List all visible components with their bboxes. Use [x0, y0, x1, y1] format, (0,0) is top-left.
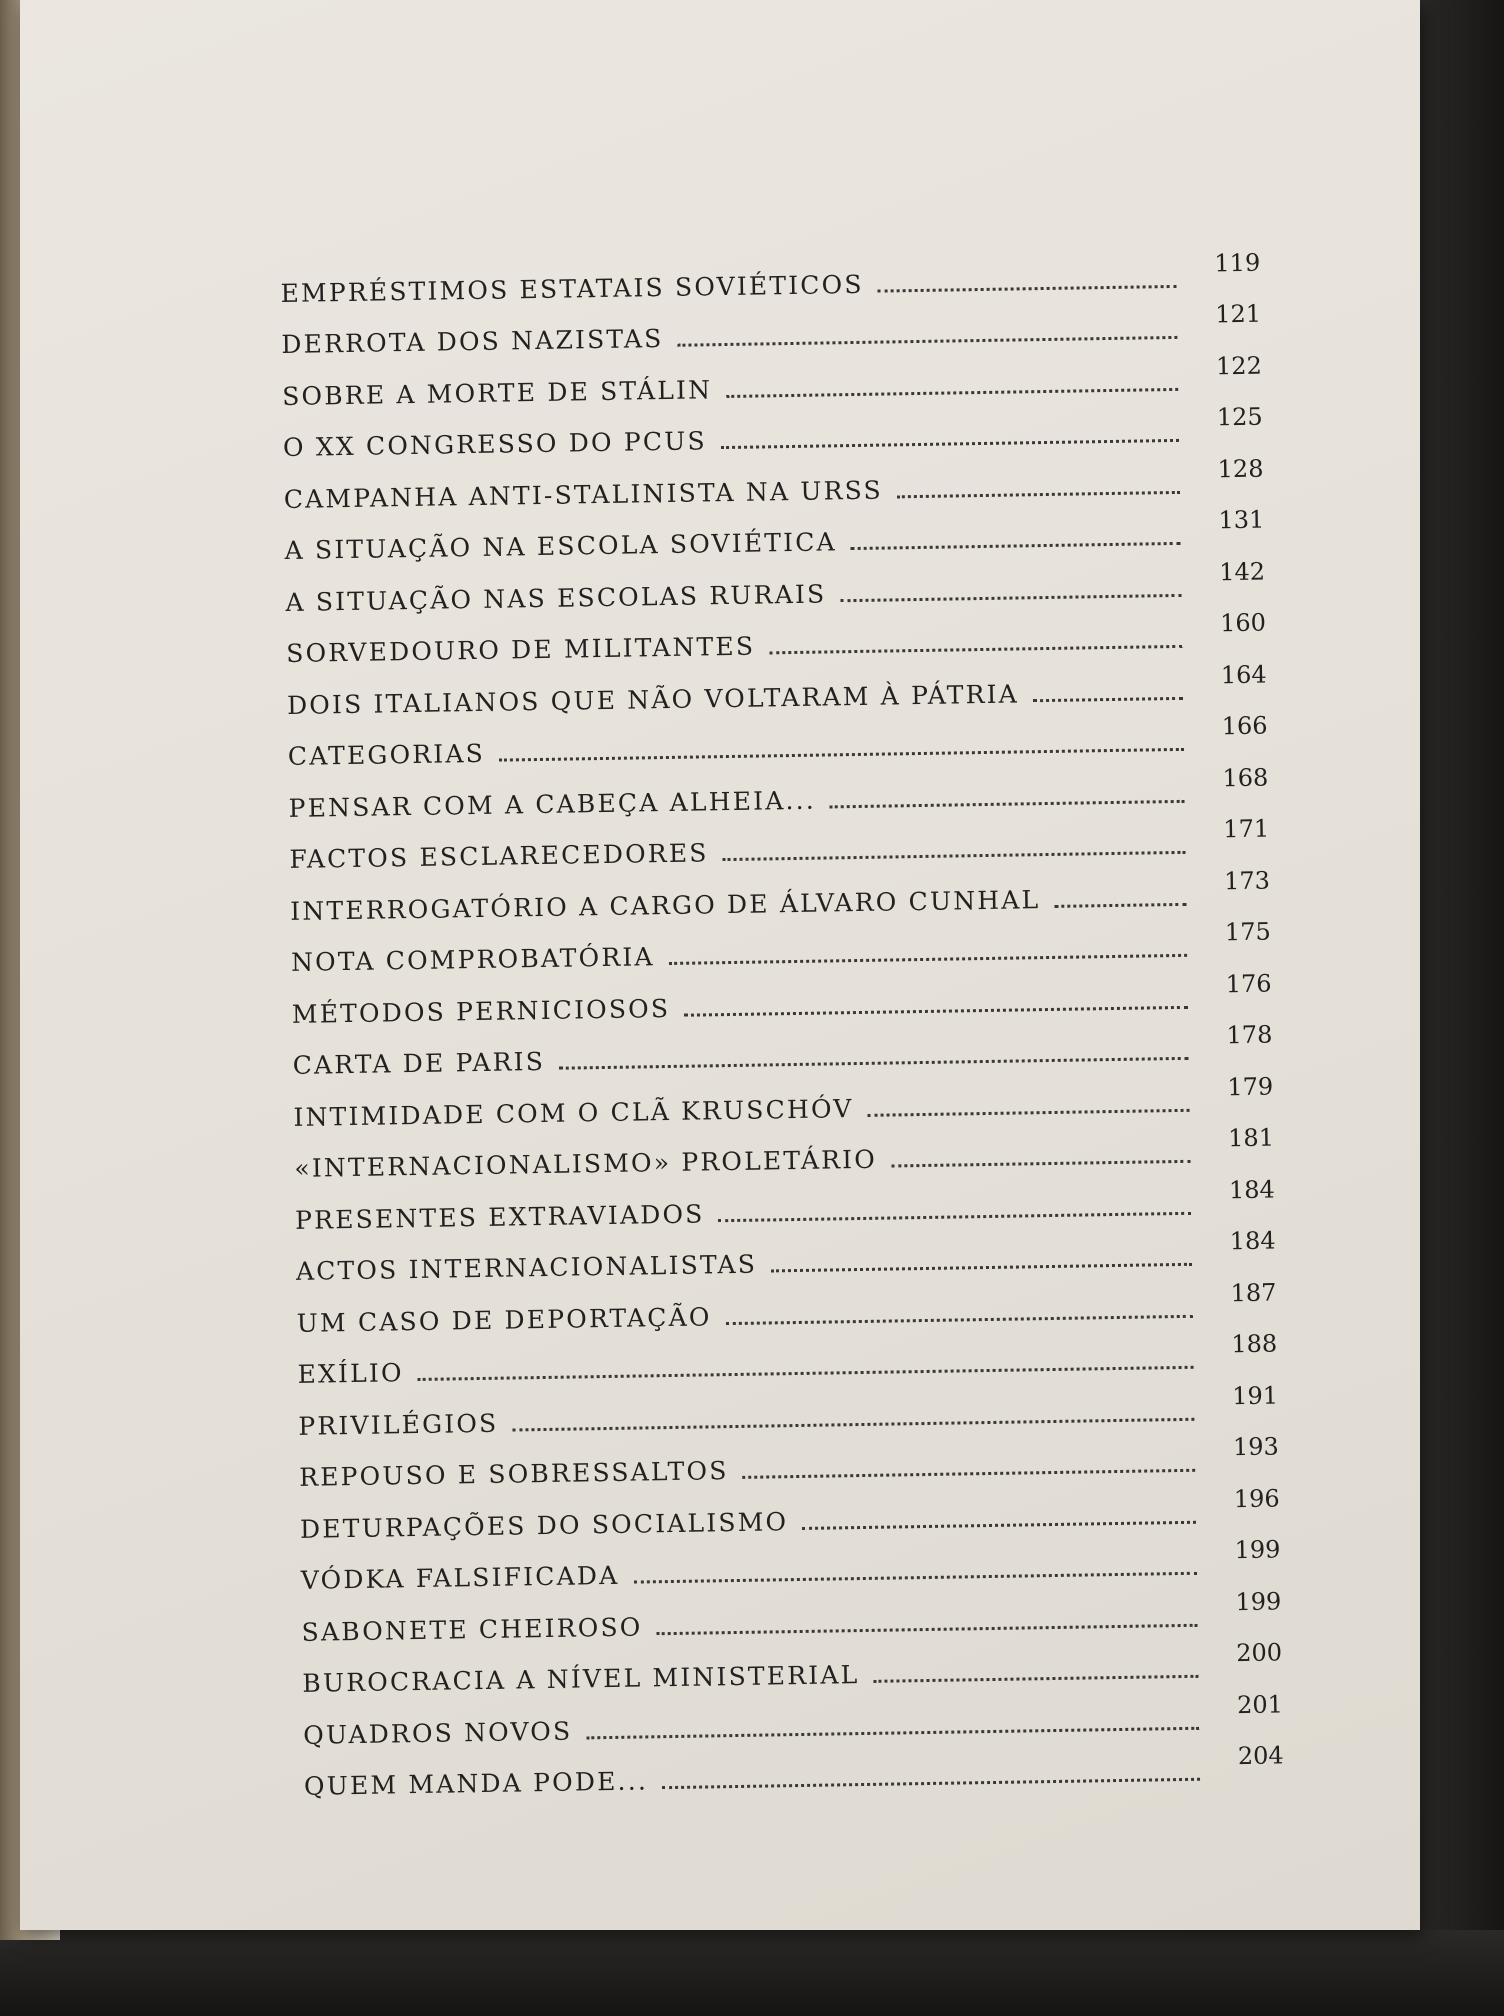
toc-entry-page-number: 142 [1219, 557, 1266, 586]
dot-leader [897, 490, 1180, 497]
dot-leader [878, 284, 1177, 292]
toc-entry-page-number: 181 [1227, 1123, 1275, 1153]
toc-entry-page-number: 196 [1233, 1483, 1280, 1513]
toc-entry-title: DERROTA DOS NAZISTAS [281, 323, 664, 359]
dot-leader [1054, 902, 1186, 907]
toc-entry-title: «INTERNACIONALISMO» PROLETÁRIO [294, 1144, 878, 1183]
toc-entry-title: UM CASO DE DEPORTAÇÃO [296, 1301, 712, 1338]
background-bottom [0, 1930, 1504, 2016]
toc-entry-title: CARTA DE PARIS [292, 1046, 546, 1080]
toc-entry-page-number: 176 [1225, 969, 1272, 998]
toc-entry-title: SOBRE A MORTE DE STÁLIN [281, 374, 713, 411]
toc-entry-page-number: 187 [1230, 1277, 1277, 1307]
toc-entry-page-number: 128 [1217, 454, 1264, 483]
toc-entry-page-number: 175 [1224, 917, 1271, 947]
toc-entry-page-number: 122 [1215, 351, 1263, 380]
toc-entry-title: QUEM MANDA PODE... [303, 1766, 649, 1801]
toc-entry-page-number: 168 [1222, 763, 1269, 792]
toc-entry-title: VÓDKA FALSIFICADA [300, 1560, 620, 1595]
dot-leader [1033, 696, 1183, 701]
dot-leader [723, 851, 1186, 861]
toc-entry-title: ACTOS INTERNACIONALISTAS [295, 1249, 758, 1286]
toc-entry-page-number: 131 [1218, 505, 1265, 535]
toc-entry-page-number: 188 [1231, 1329, 1278, 1359]
toc-entry-title: EMPRÉSTIMOS ESTATAIS SOVIÉTICOS [280, 269, 864, 308]
toc-entry-page-number: 201 [1236, 1689, 1284, 1719]
dot-leader [743, 1469, 1196, 1479]
toc-entry-title: INTERROGATÓRIO A CARGO DE ÁLVARO CUNHAL [290, 884, 1041, 926]
toc-entry-title: PRIVILÉGIOS [298, 1408, 499, 1441]
toc-entry-title: EXÍLIO [297, 1358, 404, 1389]
toc-entry-title: MÉTODOS PERNICIOSOS [291, 993, 671, 1029]
dot-leader [662, 1778, 1200, 1789]
toc-entry-title: QUADROS NOVOS [303, 1716, 573, 1750]
toc-entry-page-number: 173 [1223, 866, 1271, 895]
toc-entry-title: SABONETE CHEIROSO [301, 1611, 643, 1647]
toc-entry-title: CATEGORIAS [287, 738, 486, 771]
toc-entry-title: BUROCRACIA A NÍVEL MINISTERIAL [302, 1660, 860, 1698]
toc-entry-title: O XX CONGRESSO DO PCUS [282, 426, 708, 462]
dot-leader [840, 593, 1181, 601]
dot-leader [873, 1675, 1198, 1683]
toc-entry-page-number: 184 [1228, 1174, 1275, 1204]
toc-entry-title: NOTA COMPROBATÓRIA [290, 942, 655, 977]
toc-entry-page-number: 191 [1231, 1380, 1279, 1410]
toc-entry-page-number: 200 [1236, 1638, 1283, 1668]
dot-leader [769, 645, 1182, 654]
dot-leader [771, 1263, 1192, 1273]
dot-leader [891, 1160, 1190, 1168]
toc-entry-page-number: 125 [1216, 402, 1263, 432]
toc-entry-title: REPOUSO E SOBRESSALTOS [298, 1456, 729, 1492]
toc-entry-page-number: 178 [1226, 1020, 1273, 1050]
dot-leader [851, 542, 1181, 550]
toc-entry-page-number: 119 [1214, 248, 1261, 277]
toc-entry-page-number: 121 [1214, 299, 1262, 329]
dot-leader [721, 439, 1179, 449]
toc-entry-title: INTIMIDADE COM O CLÃ KRUSCHÓV [293, 1093, 854, 1132]
toc-entry-page-number: 164 [1220, 660, 1267, 689]
toc-entry-title: CAMPANHA ANTI-STALINISTA NA URSS [283, 475, 884, 514]
dot-leader [726, 1314, 1193, 1324]
toc-entry-page-number: 193 [1232, 1432, 1280, 1462]
toc-entry-page-number: 184 [1229, 1226, 1276, 1256]
toc-entry-title: SORVEDOURO DE MILITANTES [286, 631, 756, 668]
dot-leader [868, 1108, 1190, 1116]
dot-leader [802, 1520, 1196, 1529]
toc-entry-title: FACTOS ESCLARECEDORES [289, 838, 709, 874]
toc-entry-page-number: 199 [1234, 1535, 1281, 1565]
table-of-contents [280, 241, 1284, 1801]
toc-entry-title: A SITUAÇÃO NAS ESCOLAS RURAIS [285, 578, 827, 617]
toc-entry-page-number: 166 [1221, 711, 1268, 741]
toc-entry-page-number: 204 [1237, 1741, 1284, 1771]
toc-entry-title: A SITUAÇÃO NA ESCOLA SOVIÉTICA [284, 527, 838, 565]
toc-entry-title: DOIS ITALIANOS QUE NÃO VOLTARAM À PÁTRIA [286, 678, 1020, 720]
dot-leader [719, 1211, 1192, 1221]
background-right [1420, 0, 1504, 2016]
toc-entry-page-number: 199 [1235, 1586, 1282, 1616]
toc-entry-title: PRESENTES EXTRAVIADOS [294, 1198, 705, 1235]
toc-entry-page-number: 171 [1223, 814, 1270, 844]
toc-entry-title: DETURPAÇÕES DO SOCIALISMO [299, 1506, 789, 1544]
dot-leader [830, 799, 1185, 808]
toc-entry-title: PENSAR COM A CABEÇA ALHEIA... [288, 785, 817, 823]
toc-entry-page-number: 179 [1227, 1072, 1274, 1101]
dot-leader [726, 387, 1178, 397]
toc-entry-page-number: 160 [1219, 608, 1267, 638]
